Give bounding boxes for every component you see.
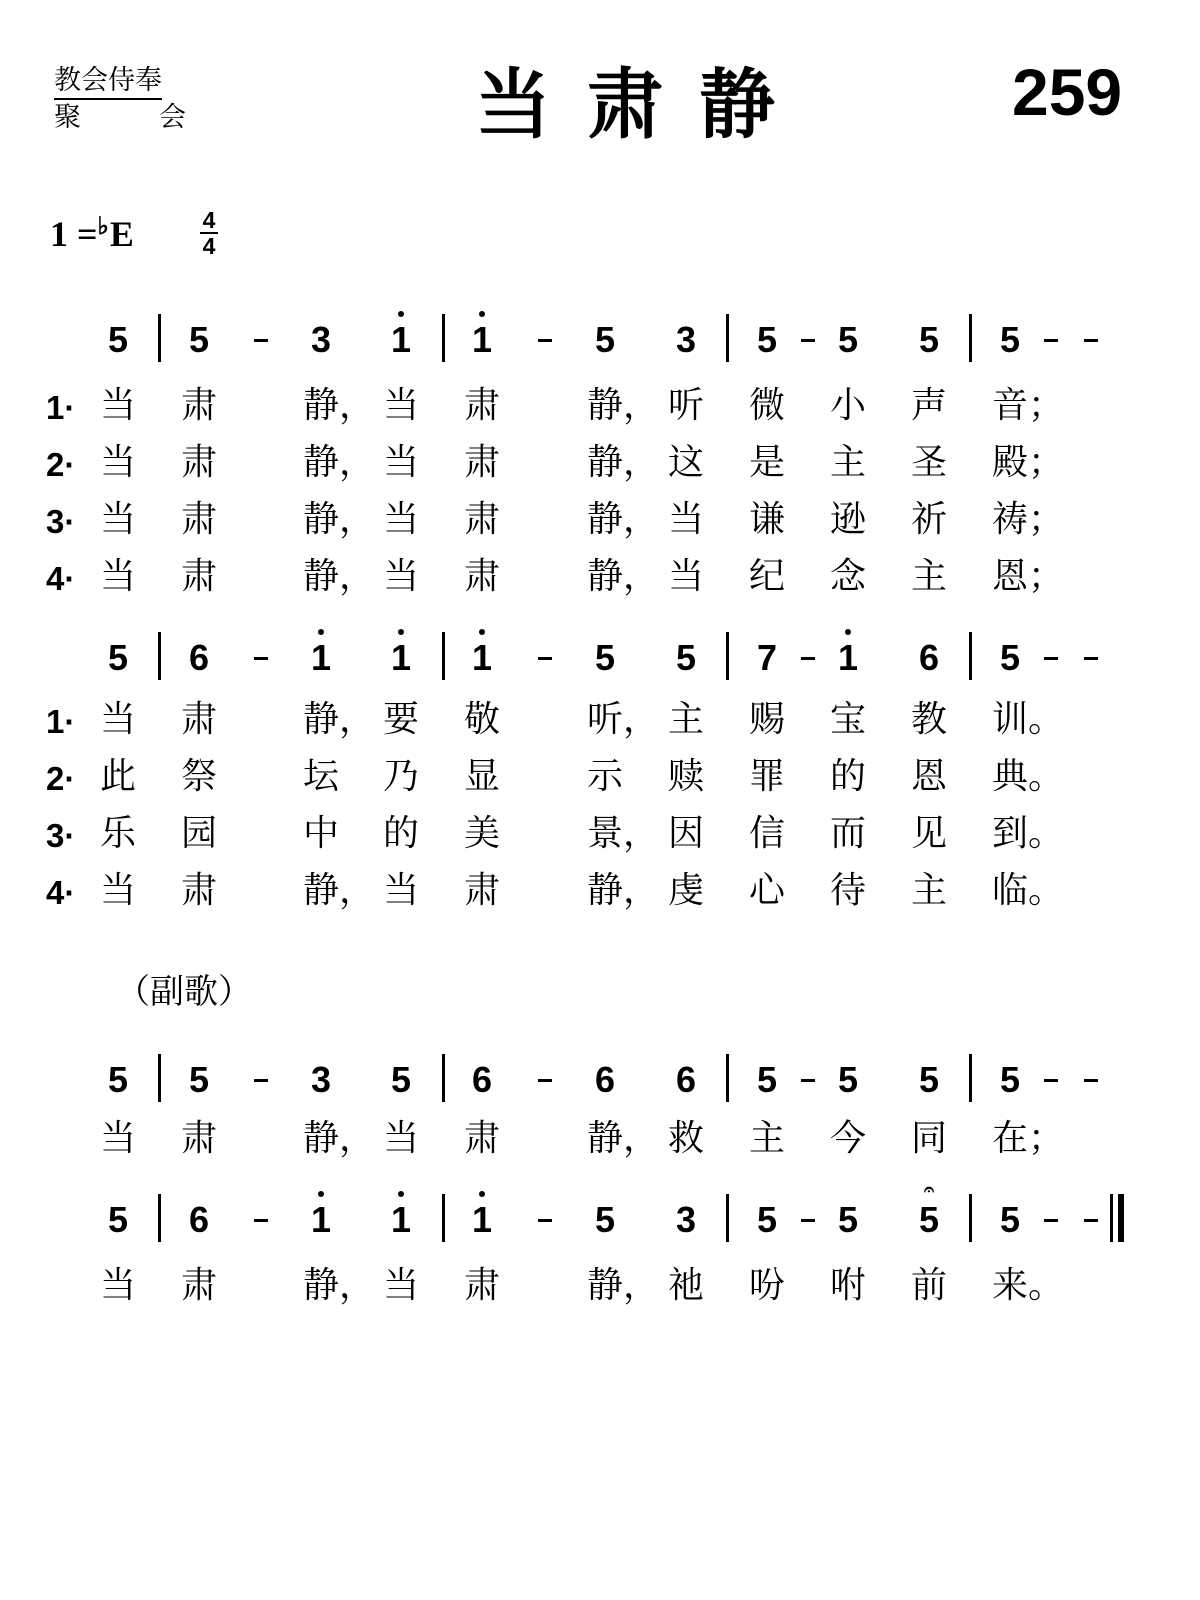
punctuation: ， [623,385,660,426]
note: 5 [107,319,129,360]
lyric-char: 祷 [991,499,1029,540]
dash [1084,339,1098,342]
dash [801,1079,815,1082]
note: 5 [756,1059,778,1100]
lyric-char: 肃 [180,556,218,597]
note: 5 [107,1199,129,1240]
note-high: 1 [310,1199,332,1240]
punctuation: ； [1028,442,1065,483]
time-numerator: 4 [200,208,218,234]
lyric-char: 当 [382,1265,420,1306]
punctuation: ， [339,1118,376,1159]
lyric-char: 训 [991,699,1029,740]
lyric-char: 吩 [748,1265,786,1306]
lyric-line [0,1260,1200,1316]
lyric-char: 静 [302,699,340,740]
punctuation: ， [339,1265,376,1306]
lyric-char: 的 [829,756,867,797]
note: 3 [675,319,697,360]
time-denominator: 4 [202,233,216,259]
subcategory-char-2: 会 [159,102,186,133]
fermata-icon: 𝄐 [923,1179,935,1199]
note: 5 [107,637,129,678]
lyric-char: 肃 [463,499,501,540]
lyric-char: 心 [748,870,786,911]
lyric-char: 静 [586,442,624,483]
lyric-char: 静 [302,1265,340,1306]
lyric-char: 乃 [382,756,420,797]
note: 5 [594,637,616,678]
lyric-char: 静 [302,442,340,483]
punctuation: ， [623,1265,660,1306]
dash [1084,1219,1098,1222]
note-high: 1 [390,637,412,678]
note: 5 [999,319,1021,360]
lyric-char: 主 [829,442,867,483]
punctuation: ， [623,442,660,483]
lyric-char: 临 [991,870,1029,911]
lyric-char: 肃 [463,556,501,597]
dash [1044,1079,1058,1082]
barline [442,632,445,680]
lyric-char: 静 [586,499,624,540]
lyric-char: 静 [586,1118,624,1159]
lyric-char: 当 [382,556,420,597]
key-prefix: 1 = [50,214,98,254]
lyric-char: 赎 [667,756,705,797]
note: 5 [188,319,210,360]
dash [1044,339,1058,342]
hymn-title: 当肃静 [475,60,811,149]
lyric-line [0,437,1200,493]
notation-line-1 [0,312,1200,368]
barline [726,632,729,680]
note: 3 [675,1199,697,1240]
note: 5 [837,319,859,360]
note: 5 [390,1059,412,1100]
barline [969,1054,972,1102]
lyric-char: 景 [586,813,624,854]
lyric-char: 主 [667,699,705,740]
punctuation: 。 [1028,813,1065,854]
lyric-char: 祈 [910,499,948,540]
hymn-number: 259 [1012,55,1123,129]
key-note: E [109,214,134,254]
lyric-char: 当 [99,499,137,540]
barline [442,1054,445,1102]
lyric-char: 救 [667,1118,705,1159]
note: 5 [918,1059,940,1100]
punctuation: ， [623,556,660,597]
lyric-char: 今 [829,1118,867,1159]
time-signature [200,208,218,258]
note: 5 [918,319,940,360]
dash [538,339,552,342]
lyric-char: 主 [748,1118,786,1159]
verse-number: 3· [46,817,76,854]
subcategory-char-1: 聚 [54,102,81,133]
lyric-char: 罪 [748,756,786,797]
barline [969,632,972,680]
note-high: 1 [471,1199,493,1240]
dash [1044,1219,1058,1222]
punctuation: 。 [1028,756,1065,797]
dash [538,657,552,660]
barline [442,314,445,362]
lyric-char: 静 [586,1265,624,1306]
lyric-char: 当 [99,385,137,426]
note-high: 1 [310,637,332,678]
note: 6 [188,1199,210,1240]
punctuation: ， [339,385,376,426]
lyric-char: 恩 [910,756,948,797]
lyric-char: 当 [99,870,137,911]
lyric-char: 因 [667,813,705,854]
punctuation: ， [339,556,376,597]
lyric-char: 当 [382,1118,420,1159]
dash [801,339,815,342]
lyric-char: 虔 [667,870,705,911]
lyric-char: 肃 [180,699,218,740]
verse-number: 1· [46,703,76,740]
key-signature [50,214,134,259]
lyric-char: 同 [910,1118,948,1159]
lyric-char: 到 [991,813,1029,854]
barline [158,1194,161,1242]
note: 5 [999,1199,1021,1240]
lyric-char: 肃 [463,442,501,483]
lyric-char: 微 [748,385,786,426]
note: 6 [918,637,940,678]
lyric-char: 在 [991,1118,1029,1159]
lyric-char: 祭 [180,756,218,797]
lyric-char: 典 [991,756,1029,797]
note-high: 1 [390,319,412,360]
barline [442,1194,445,1242]
note: 5 [756,319,778,360]
note: 3 [310,1059,332,1100]
subcategory-label [54,103,186,133]
note: 6 [188,637,210,678]
lyric-line [0,380,1200,436]
dash [801,657,815,660]
lyric-char: 肃 [463,1265,501,1306]
dash [254,1219,268,1222]
lyric-char: 静 [302,385,340,426]
lyric-line [0,551,1200,607]
lyric-char: 祂 [667,1265,705,1306]
lyric-char: 当 [382,442,420,483]
note-high: 1 [837,637,859,678]
note: 5 [107,1059,129,1100]
note: 6 [594,1059,616,1100]
lyric-char: 当 [99,1265,137,1306]
note: 5 [999,637,1021,678]
lyric-char: 静 [586,870,624,911]
note: 5 [594,1199,616,1240]
punctuation: ， [339,699,376,740]
lyric-char: 肃 [463,1118,501,1159]
lyric-char: 信 [748,813,786,854]
lyric-char: 听 [667,385,705,426]
note: 5 [594,319,616,360]
punctuation: ， [623,1118,660,1159]
lyric-char: 当 [99,1118,137,1159]
lyric-char: 乐 [99,813,137,854]
dash [1084,657,1098,660]
lyric-char: 肃 [463,385,501,426]
barline [726,314,729,362]
lyric-char: 小 [829,385,867,426]
lyric-char: 当 [382,499,420,540]
punctuation: ； [1028,499,1065,540]
flat-icon: ♭ [97,214,109,240]
lyric-char: 主 [910,556,948,597]
lyric-char: 当 [99,556,137,597]
lyric-char: 静 [302,870,340,911]
lyric-char: 赐 [748,699,786,740]
lyric-char: 静 [302,499,340,540]
lyric-line [0,808,1200,864]
barline [158,632,161,680]
lyric-char: 显 [463,756,501,797]
lyric-char: 的 [382,813,420,854]
notation-line-chorus-2 [0,1179,1200,1248]
lyric-char: 见 [910,813,948,854]
lyric-char: 听 [586,699,624,740]
verse-number: 3· [46,503,76,540]
lyric-char: 此 [99,756,137,797]
dash [801,1219,815,1222]
lyric-char: 中 [302,813,340,854]
category-label: 教会侍奉 [54,66,162,100]
punctuation: 。 [1028,870,1065,911]
lyric-char: 当 [667,499,705,540]
lyric-char: 这 [667,442,705,483]
note: 7 [756,637,778,678]
lyric-char: 敬 [463,699,501,740]
lyric-char: 音 [991,385,1029,426]
barline [726,1194,729,1242]
note-high: 1 [471,637,493,678]
lyric-char: 肃 [180,442,218,483]
lyric-char: 是 [748,442,786,483]
barline [726,1054,729,1102]
lyric-char: 来 [991,1265,1029,1306]
punctuation: ， [339,442,376,483]
dash [254,1079,268,1082]
note: 6 [471,1059,493,1100]
lyric-char: 坛 [302,756,340,797]
lyric-line [0,865,1200,921]
verse-number: 4· [46,560,76,597]
notation-line-chorus-1 [0,1052,1200,1108]
chorus-label: （副歌） [116,972,252,1012]
punctuation: ， [339,499,376,540]
lyric-char: 当 [382,385,420,426]
lyric-char: 要 [382,699,420,740]
dash [1084,1079,1098,1082]
lyric-char: 静 [302,556,340,597]
note-fermata [918,1179,940,1240]
note: 5 [918,1199,940,1240]
punctuation: 。 [1028,699,1065,740]
note-high: 1 [390,1199,412,1240]
lyric-char: 主 [910,870,948,911]
lyric-char: 肃 [180,870,218,911]
dash [538,1079,552,1082]
lyric-char: 声 [910,385,948,426]
lyric-line [0,751,1200,807]
lyric-char: 静 [586,556,624,597]
lyric-char: 示 [586,756,624,797]
barline [969,1194,972,1242]
dash [254,339,268,342]
lyric-char: 肃 [180,1265,218,1306]
verse-number: 2· [46,446,76,483]
lyric-char: 肃 [463,870,501,911]
lyric-char: 圣 [910,442,948,483]
punctuation: ， [623,699,660,740]
lyric-char: 逊 [829,499,867,540]
note: 3 [310,319,332,360]
lyric-line [0,1113,1200,1169]
notation-line-2 [0,630,1200,686]
lyric-char: 待 [829,870,867,911]
lyric-char: 咐 [829,1265,867,1306]
barline [158,314,161,362]
dash [254,657,268,660]
punctuation: ； [1028,385,1065,426]
note: 5 [837,1059,859,1100]
lyric-char: 念 [829,556,867,597]
lyric-char: 园 [180,813,218,854]
barline [969,314,972,362]
punctuation: ； [1028,1118,1065,1159]
lyric-char: 而 [829,813,867,854]
note: 5 [999,1059,1021,1100]
punctuation: 。 [1028,1265,1065,1306]
dash [538,1219,552,1222]
note: 5 [675,637,697,678]
lyric-char: 美 [463,813,501,854]
lyric-char: 肃 [180,1118,218,1159]
lyric-char: 肃 [180,499,218,540]
note: 5 [188,1059,210,1100]
lyric-char: 教 [910,699,948,740]
barline [158,1054,161,1102]
dash [1044,657,1058,660]
lyric-char: 恩 [991,556,1029,597]
lyric-line [0,494,1200,550]
lyric-char: 静 [586,385,624,426]
note: 5 [756,1199,778,1240]
punctuation: ， [623,870,660,911]
lyric-char: 谦 [748,499,786,540]
punctuation: ， [623,813,660,854]
lyric-char: 殿 [991,442,1029,483]
lyric-char: 当 [382,870,420,911]
lyric-char: 肃 [180,385,218,426]
verse-number: 4· [46,874,76,911]
verse-number: 2· [46,760,76,797]
lyric-char: 宝 [829,699,867,740]
lyric-char: 当 [99,442,137,483]
lyric-char: 当 [667,556,705,597]
punctuation: ， [339,870,376,911]
verse-number: 1· [46,389,76,426]
punctuation: ， [623,499,660,540]
lyric-char: 静 [302,1118,340,1159]
punctuation: ； [1028,556,1065,597]
lyric-line [0,694,1200,750]
lyric-char: 当 [99,699,137,740]
note: 6 [675,1059,697,1100]
lyric-char: 前 [910,1265,948,1306]
note: 5 [837,1199,859,1240]
lyric-char: 纪 [748,556,786,597]
note-high: 1 [471,319,493,360]
